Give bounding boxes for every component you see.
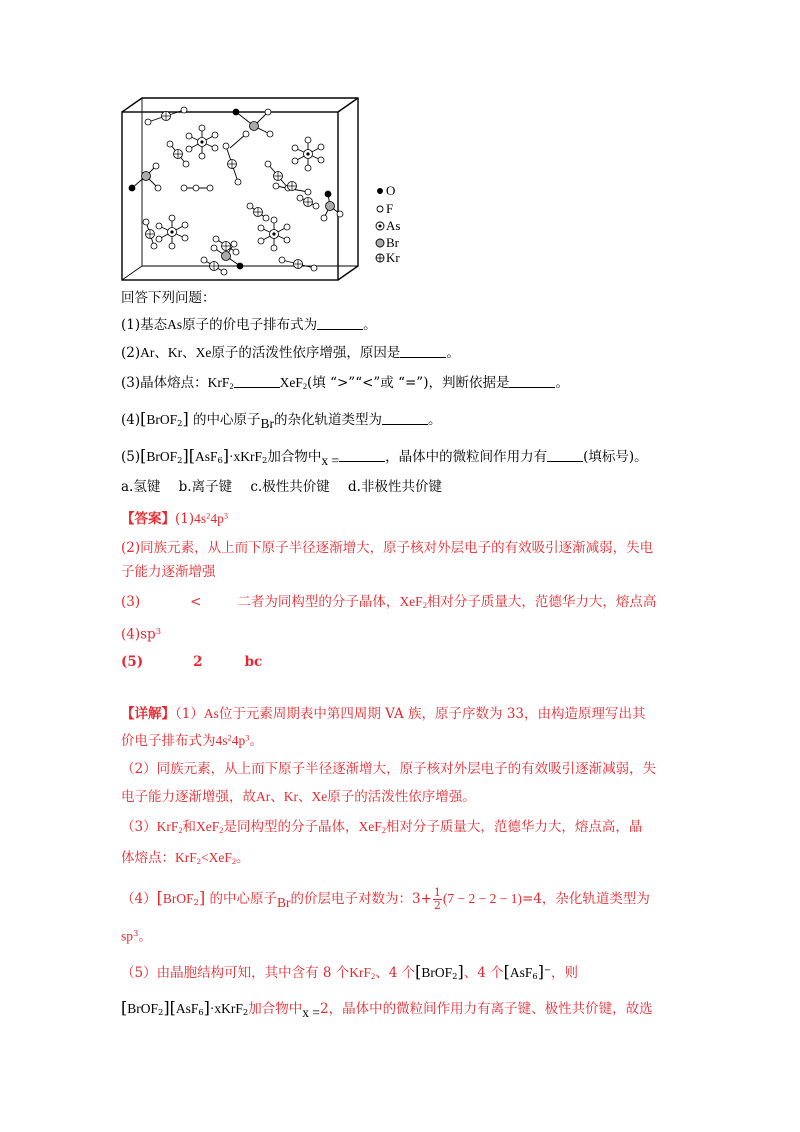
f-atom xyxy=(207,185,213,191)
legend-as-label: As xyxy=(386,218,401,233)
kr-atom xyxy=(274,172,283,181)
legend-kr-label: Kr xyxy=(386,250,400,265)
f-atom xyxy=(297,195,303,201)
answer-2-line-1: (2)同族元素，从上而下原子半径逐渐增大，原子核对外层电子的有效吸引逐渐减弱，失电 xyxy=(121,540,654,556)
f-atom xyxy=(235,179,241,185)
detail-3-line-1: （3）KrF$_2$和XeF$_2$是同构型的分子晶体，XeF$_2$相对分子质量大，范德华力大，熔点高，晶 xyxy=(121,819,643,836)
f-atom xyxy=(181,185,187,191)
f-atom xyxy=(263,215,269,221)
f-atom xyxy=(313,203,319,209)
o-atom xyxy=(129,185,135,191)
f-atom xyxy=(145,119,151,125)
f-atom xyxy=(321,215,327,221)
detail-1-line-1: 【详解】（1）As位于元素周期表中第四周期 VA 族，原子序数为 33，由构造原理写出其 xyxy=(121,706,646,722)
br-atom xyxy=(250,122,259,131)
kr-atom xyxy=(288,182,297,191)
atoms xyxy=(129,107,343,275)
f-atom xyxy=(156,236,162,242)
question-1: (1)基态As原子的价电子排布式为 。 xyxy=(121,317,377,333)
question-2: (2)Ar、Kr、Xe原子的活泼性依序增强，原因是 。 xyxy=(121,345,460,361)
kr-atom xyxy=(228,160,237,169)
detail-3-line-2: 体熔点：KrF$_2$<XeF$_2$。 xyxy=(121,850,250,867)
as-atom xyxy=(198,138,207,147)
option-b[interactable]: b.离子键 xyxy=(178,479,233,495)
detail-4-line-1: （4）[BrOF$_2$] 的中心原子Br的价层电子对数为：3+ $\frac{1}{2}$ (7 − 2 − 2 − 1)=4，杂化轨道类型为 xyxy=(121,886,650,912)
answer-2-line-2: 子能力逐渐增强 xyxy=(121,564,216,580)
legend-f-icon xyxy=(377,206,383,212)
answer-blank[interactable] xyxy=(317,318,363,330)
f-atom xyxy=(258,225,264,231)
f-atom xyxy=(151,243,157,249)
answer-label: 【答案】 xyxy=(121,511,175,527)
answer-blank[interactable] xyxy=(382,413,428,425)
f-atom xyxy=(143,219,149,225)
question-5: (5)[BrOF$_2$][AsF$_6$]·xKrF$_2$加合物中x = ，晶体中的微粒间作用力有 (填标号)。 xyxy=(121,446,648,468)
f-atom xyxy=(169,215,175,221)
f-atom xyxy=(284,224,290,230)
f-atom xyxy=(267,131,273,137)
f-atom xyxy=(279,257,285,263)
detail-label: 【详解】 xyxy=(121,706,175,722)
answer-4: $(4)sp^3$ xyxy=(121,626,162,643)
option-a[interactable]: a.氢键 xyxy=(121,479,161,495)
f-atom xyxy=(233,249,239,255)
f-atom xyxy=(271,245,277,251)
kr-atom xyxy=(210,262,219,271)
legend xyxy=(376,183,400,265)
f-atom xyxy=(183,161,189,167)
answer-5: (5) 2 bc xyxy=(121,654,263,670)
f-atom xyxy=(258,238,264,244)
as-atom xyxy=(168,228,177,237)
f-atom xyxy=(199,125,205,131)
f-atom xyxy=(318,157,324,163)
f-atom xyxy=(221,269,227,275)
detail-2-line-1: （2）同族元素，从上而下原子半径逐渐增大，原子核对外层电子的有效吸引逐渐减弱，失 xyxy=(121,761,657,777)
f-atom xyxy=(265,161,271,167)
f-atom xyxy=(211,245,217,251)
f-atom xyxy=(318,144,324,150)
detail-4-line-2: $sp^3$。 xyxy=(121,928,152,945)
as-atom xyxy=(270,230,279,239)
br-atom xyxy=(222,252,231,261)
o-atom xyxy=(325,191,331,197)
answer-3: (3) < 二者为同构型的分子晶体，XeF$_2$相对分子质量大，范德华力大，熔点高 xyxy=(121,594,657,611)
kr-atom xyxy=(304,198,313,207)
f-atom xyxy=(305,137,311,143)
legend-as-icon xyxy=(376,222,384,230)
detail-5-line-1: （5）由晶胞结构可知，其中含有 8 个KrF$_2$、4 个[BrOF$_2$]、4 个[AsF$_6$]−，则 xyxy=(121,962,578,982)
answer-blank[interactable] xyxy=(547,450,583,462)
option-d[interactable]: d.非极性共价键 xyxy=(348,479,442,495)
detail-1-line-2: 价电子排布式为$4s^24p^3$。 xyxy=(121,733,263,749)
f-atom xyxy=(265,109,271,115)
legend-kr-icon xyxy=(376,254,384,262)
f-atom xyxy=(201,257,207,263)
kr-atom xyxy=(254,208,263,217)
as-atom xyxy=(304,150,313,159)
f-atom xyxy=(247,203,253,209)
f-atom xyxy=(305,189,311,195)
question-3: (3)晶体熔点：KrF$_2$ XeF$_2$(填 “>”“<”或 “=”)，判断依据是 。 xyxy=(121,375,569,392)
legend-o-icon xyxy=(377,188,383,194)
f-atom xyxy=(292,145,298,151)
kr-atom xyxy=(222,242,231,251)
f-atom xyxy=(273,183,279,189)
option-c[interactable]: c.极性共价键 xyxy=(250,479,330,495)
f-atom xyxy=(292,158,298,164)
f-atom xyxy=(193,185,199,191)
answer-blank[interactable] xyxy=(400,346,446,358)
f-atom xyxy=(155,185,161,191)
f-atom xyxy=(212,132,218,138)
legend-o-label: O xyxy=(386,183,396,198)
options-row xyxy=(121,481,456,495)
f-atom xyxy=(186,133,192,139)
question-4: (4)[BrOF$_2$] 的中心原子Br的杂化轨道类型为 。 xyxy=(121,409,442,431)
f-atom xyxy=(284,237,290,243)
detail-2-line-2: 电子能力逐渐增强，故Ar、Kr、Xe原子的活泼性依序增强。 xyxy=(121,789,476,805)
f-atom xyxy=(153,163,159,169)
legend-br-icon xyxy=(376,239,384,247)
br-atom xyxy=(142,172,151,181)
intro-text: 回答下列问题： xyxy=(121,290,216,306)
answer-blank[interactable] xyxy=(339,450,385,462)
f-atom xyxy=(167,141,173,147)
f-atom xyxy=(169,243,175,249)
f-atom xyxy=(271,217,277,223)
answer-blank[interactable] xyxy=(234,376,280,388)
f-atom xyxy=(156,223,162,229)
answer-1: 【答案】$(1)4s^24p^3$ xyxy=(121,511,229,527)
br-atom xyxy=(326,202,335,211)
fraction: $\frac{1}{2}$ xyxy=(433,886,441,912)
kr-atom xyxy=(174,150,183,159)
f-atom xyxy=(337,211,343,217)
kr-atom xyxy=(294,260,303,269)
f-atom xyxy=(182,235,188,241)
f-atom xyxy=(181,107,187,113)
f-atom xyxy=(182,222,188,228)
f-atom xyxy=(231,241,237,247)
f-atom xyxy=(223,143,229,149)
f-atom xyxy=(311,265,317,271)
detail-5-line-2: [BrOF$_2$][AsF$_6$]·xKrF$_2$加合物中x =2，晶体中的微粒间作用力有离子键、极性共价键，故选 xyxy=(121,998,653,1020)
o-atom xyxy=(237,263,243,269)
legend-br-label: Br xyxy=(386,235,399,250)
kr-atom xyxy=(146,230,155,239)
f-atom xyxy=(186,146,192,152)
f-atom xyxy=(305,165,311,171)
legend-f-label: F xyxy=(386,201,394,216)
f-atom xyxy=(213,236,219,242)
f-atom xyxy=(212,145,218,151)
kr-atom xyxy=(162,112,171,121)
answer-blank[interactable] xyxy=(509,376,555,388)
crystal-structure-diagram xyxy=(118,94,418,290)
o-atom xyxy=(233,109,239,115)
f-atom xyxy=(199,153,205,159)
f-atom xyxy=(243,131,249,137)
